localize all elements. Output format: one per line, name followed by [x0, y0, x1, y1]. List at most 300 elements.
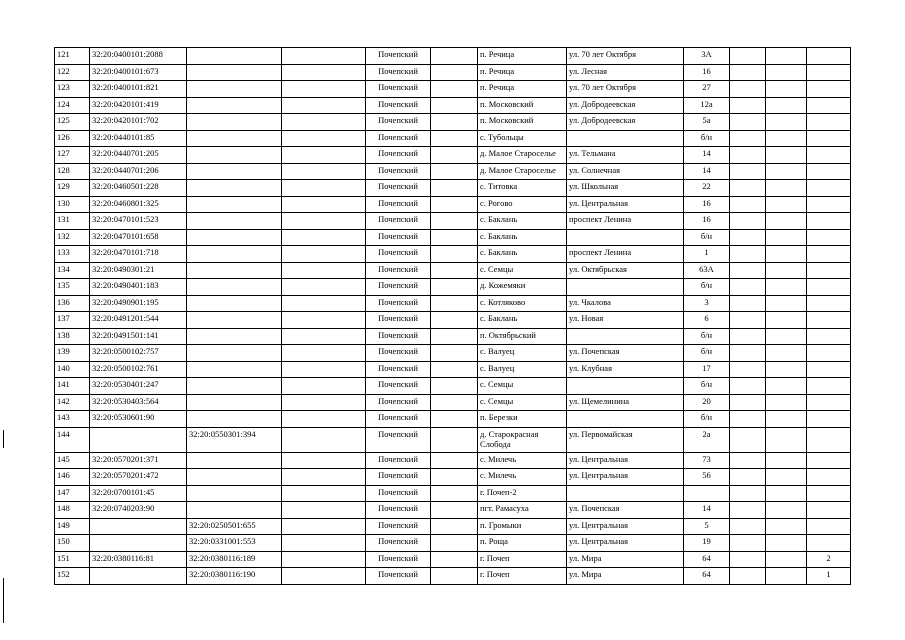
row-number-cell: 132	[55, 229, 90, 246]
empty-cell-cell	[282, 246, 366, 263]
district-cell: Почепский	[366, 48, 431, 65]
settlement-cell: п. Речица	[478, 48, 567, 65]
empty-cell-cell	[766, 147, 807, 164]
empty-cell-cell	[730, 246, 766, 263]
settlement-cell: п. Московский	[478, 114, 567, 131]
row-number-cell: 150	[55, 535, 90, 552]
table-row	[55, 345, 851, 362]
cadastral-number-cell	[90, 535, 187, 552]
cadastral-number-alt-cell	[187, 48, 282, 65]
street-cell: ул. Первомайская	[567, 427, 684, 452]
empty-cell-cell	[431, 345, 478, 362]
row-number-cell: 139	[55, 345, 90, 362]
empty-cell-cell	[431, 427, 478, 452]
empty-cell-cell	[766, 361, 807, 378]
street-cell: ул. Щемелинина	[567, 394, 684, 411]
row-number-cell: 147	[55, 485, 90, 502]
district-cell: Почепский	[366, 485, 431, 502]
empty-cell-cell	[431, 180, 478, 197]
row-number-cell: 137	[55, 312, 90, 329]
empty-cell-cell	[431, 229, 478, 246]
empty-cell-cell	[730, 130, 766, 147]
settlement-cell: г. Почеп	[478, 551, 567, 568]
count-cell: 2	[807, 551, 851, 568]
empty-cell-cell	[730, 312, 766, 329]
house-number-cell: 12а	[684, 97, 730, 114]
cadastral-number-alt-cell	[187, 196, 282, 213]
table-row	[55, 568, 851, 585]
street-cell: ул. Мира	[567, 568, 684, 585]
table-row	[55, 312, 851, 329]
empty-cell-cell	[282, 485, 366, 502]
empty-cell-cell	[431, 81, 478, 98]
empty-cell-cell	[766, 485, 807, 502]
empty-cell-cell	[766, 427, 807, 452]
row-number-cell: 125	[55, 114, 90, 131]
empty-cell-cell	[282, 163, 366, 180]
cadastral-number-alt-cell	[187, 180, 282, 197]
count-cell	[807, 97, 851, 114]
cadastral-number-cell: 32:20:0491501:141	[90, 328, 187, 345]
cadastral-number-alt-cell	[187, 97, 282, 114]
empty-cell-cell	[431, 502, 478, 519]
empty-cell-cell	[431, 213, 478, 230]
district-cell: Почепский	[366, 312, 431, 329]
cadastral-number-alt-cell	[187, 502, 282, 519]
house-number-cell: 5	[684, 518, 730, 535]
row-number-cell: 145	[55, 452, 90, 469]
cadastral-number-alt-cell: 32:20:0550301:394	[187, 427, 282, 452]
table-row	[55, 229, 851, 246]
house-number-cell: 1	[684, 246, 730, 263]
empty-cell-cell	[730, 469, 766, 486]
table-row	[55, 328, 851, 345]
empty-cell-cell	[730, 502, 766, 519]
empty-cell-cell	[730, 229, 766, 246]
settlement-cell: п. Речица	[478, 81, 567, 98]
empty-cell-cell	[730, 147, 766, 164]
table-row	[55, 551, 851, 568]
count-cell	[807, 469, 851, 486]
empty-cell-cell	[282, 279, 366, 296]
cadastral-number-alt-cell	[187, 147, 282, 164]
empty-cell-cell	[431, 295, 478, 312]
street-cell: ул. Центральная	[567, 196, 684, 213]
district-cell: Почепский	[366, 246, 431, 263]
table-row	[55, 295, 851, 312]
empty-cell-cell	[766, 48, 807, 65]
cadastral-number-cell: 32:20:0570201:472	[90, 469, 187, 486]
count-cell	[807, 262, 851, 279]
district-cell: Почепский	[366, 295, 431, 312]
empty-cell-cell	[766, 229, 807, 246]
street-cell: ул. Добродеевская	[567, 114, 684, 131]
empty-cell-cell	[766, 114, 807, 131]
street-cell: ул. Центральная	[567, 469, 684, 486]
count-cell	[807, 518, 851, 535]
empty-cell-cell	[730, 411, 766, 428]
empty-cell-cell	[282, 295, 366, 312]
table-row	[55, 262, 851, 279]
empty-cell-cell	[282, 147, 366, 164]
row-number-cell: 152	[55, 568, 90, 585]
settlement-cell: п. Громыки	[478, 518, 567, 535]
cadastral-number-alt-cell	[187, 81, 282, 98]
row-number-cell: 129	[55, 180, 90, 197]
table-row	[55, 48, 851, 65]
cadastral-number-cell: 32:20:0530403:564	[90, 394, 187, 411]
settlement-cell: с. Баклань	[478, 312, 567, 329]
cadastral-number-cell: 32:20:0400101:821	[90, 81, 187, 98]
district-cell: Почепский	[366, 551, 431, 568]
district-cell: Почепский	[366, 262, 431, 279]
cadastral-number-cell: 32:20:0440101:85	[90, 130, 187, 147]
count-cell	[807, 535, 851, 552]
empty-cell-cell	[766, 295, 807, 312]
count-cell: 1	[807, 568, 851, 585]
row-number-cell: 130	[55, 196, 90, 213]
cadastral-number-alt-cell	[187, 213, 282, 230]
empty-cell-cell	[431, 518, 478, 535]
empty-cell-cell	[431, 147, 478, 164]
row-number-cell: 122	[55, 64, 90, 81]
district-cell: Почепский	[366, 411, 431, 428]
empty-cell-cell	[730, 295, 766, 312]
cadastral-number-alt-cell	[187, 163, 282, 180]
district-cell: Почепский	[366, 345, 431, 362]
empty-cell-cell	[730, 452, 766, 469]
cadastral-number-cell	[90, 427, 187, 452]
house-number-cell: 17	[684, 361, 730, 378]
settlement-cell: д. Малое Староселье	[478, 147, 567, 164]
count-cell	[807, 48, 851, 65]
count-cell	[807, 246, 851, 263]
empty-cell-cell	[282, 81, 366, 98]
row-number-cell: 136	[55, 295, 90, 312]
district-cell: Почепский	[366, 452, 431, 469]
count-cell	[807, 502, 851, 519]
row-number-cell: 141	[55, 378, 90, 395]
cadastral-number-alt-cell	[187, 361, 282, 378]
table-row	[55, 502, 851, 519]
count-cell	[807, 427, 851, 452]
empty-cell-cell	[766, 163, 807, 180]
district-cell: Почепский	[366, 427, 431, 452]
street-cell: ул. Чкалова	[567, 295, 684, 312]
settlement-cell: п. Речица	[478, 64, 567, 81]
house-number-cell: 6	[684, 312, 730, 329]
table-row	[55, 394, 851, 411]
district-cell: Почепский	[366, 394, 431, 411]
settlement-cell: с. Валуец	[478, 345, 567, 362]
district-cell: Почепский	[366, 180, 431, 197]
row-number-cell: 126	[55, 130, 90, 147]
house-number-cell: 2а	[684, 427, 730, 452]
margin-mark	[3, 578, 4, 623]
empty-cell-cell	[730, 213, 766, 230]
empty-cell-cell	[730, 48, 766, 65]
cadastral-number-cell: 32:20:0490301:21	[90, 262, 187, 279]
empty-cell-cell	[282, 180, 366, 197]
empty-cell-cell	[431, 279, 478, 296]
cadastral-number-cell: 32:20:0530601:90	[90, 411, 187, 428]
cadastral-number-alt-cell	[187, 452, 282, 469]
empty-cell-cell	[282, 130, 366, 147]
street-cell	[567, 485, 684, 502]
district-cell: Почепский	[366, 328, 431, 345]
empty-cell-cell	[766, 535, 807, 552]
count-cell	[807, 361, 851, 378]
street-cell: ул. Тельмана	[567, 147, 684, 164]
empty-cell-cell	[730, 163, 766, 180]
district-cell: Почепский	[366, 279, 431, 296]
house-number-cell: 64	[684, 551, 730, 568]
empty-cell-cell	[766, 312, 807, 329]
cadastral-number-cell: 32:20:0440701:206	[90, 163, 187, 180]
street-cell: ул. Добродеевская	[567, 97, 684, 114]
house-number-cell: б/н	[684, 328, 730, 345]
table-row	[55, 452, 851, 469]
street-cell: проспект Ленина	[567, 213, 684, 230]
district-cell: Почепский	[366, 535, 431, 552]
empty-cell-cell	[431, 469, 478, 486]
settlement-cell: п. Роща	[478, 535, 567, 552]
empty-cell-cell	[766, 262, 807, 279]
street-cell: ул. Солнечная	[567, 163, 684, 180]
district-cell: Почепский	[366, 568, 431, 585]
count-cell	[807, 229, 851, 246]
house-number-cell: б/н	[684, 229, 730, 246]
cadastral-number-alt-cell	[187, 114, 282, 131]
row-number-cell: 144	[55, 427, 90, 452]
empty-cell-cell	[282, 535, 366, 552]
settlement-cell: с. Котляково	[478, 295, 567, 312]
house-number-cell: 27	[684, 81, 730, 98]
count-cell	[807, 64, 851, 81]
district-cell: Почепский	[366, 81, 431, 98]
district-cell: Почепский	[366, 163, 431, 180]
empty-cell-cell	[766, 64, 807, 81]
count-cell	[807, 81, 851, 98]
empty-cell-cell	[730, 81, 766, 98]
empty-cell-cell	[431, 114, 478, 131]
cadastral-number-cell: 32:20:0400101:673	[90, 64, 187, 81]
empty-cell-cell	[431, 485, 478, 502]
settlement-cell: п. Московский	[478, 97, 567, 114]
row-number-cell: 151	[55, 551, 90, 568]
cadastral-number-alt-cell	[187, 312, 282, 329]
cadastral-number-alt-cell: 32:20:0250501:655	[187, 518, 282, 535]
cadastral-number-alt-cell	[187, 279, 282, 296]
count-cell	[807, 345, 851, 362]
empty-cell-cell	[766, 279, 807, 296]
house-number-cell: 56	[684, 469, 730, 486]
street-cell: ул. Новая	[567, 312, 684, 329]
cadastral-number-alt-cell	[187, 295, 282, 312]
empty-cell-cell	[730, 328, 766, 345]
empty-cell-cell	[730, 551, 766, 568]
count-cell	[807, 180, 851, 197]
empty-cell-cell	[766, 568, 807, 585]
settlement-cell: г. Почеп	[478, 568, 567, 585]
empty-cell-cell	[730, 114, 766, 131]
row-number-cell: 143	[55, 411, 90, 428]
cadastral-number-cell: 32:20:0440701:205	[90, 147, 187, 164]
house-number-cell: б/н	[684, 411, 730, 428]
cadastral-number-alt-cell	[187, 469, 282, 486]
house-number-cell	[684, 485, 730, 502]
house-number-cell: 14	[684, 163, 730, 180]
table-row	[55, 378, 851, 395]
empty-cell-cell	[730, 180, 766, 197]
empty-cell-cell	[766, 97, 807, 114]
empty-cell-cell	[766, 551, 807, 568]
settlement-cell: с. Титовка	[478, 180, 567, 197]
street-cell	[567, 279, 684, 296]
table-row	[55, 469, 851, 486]
count-cell	[807, 163, 851, 180]
count-cell	[807, 196, 851, 213]
empty-cell-cell	[282, 48, 366, 65]
empty-cell-cell	[282, 378, 366, 395]
table-row	[55, 64, 851, 81]
table-row	[55, 535, 851, 552]
settlement-cell: с. Семцы	[478, 394, 567, 411]
house-number-cell: 5а	[684, 114, 730, 131]
cadastral-number-alt-cell	[187, 130, 282, 147]
empty-cell-cell	[766, 411, 807, 428]
street-cell	[567, 411, 684, 428]
empty-cell-cell	[282, 328, 366, 345]
empty-cell-cell	[766, 469, 807, 486]
count-cell	[807, 295, 851, 312]
settlement-cell: с. Семцы	[478, 262, 567, 279]
count-cell	[807, 411, 851, 428]
table-row	[55, 518, 851, 535]
cadastral-number-alt-cell: 32:20:0331001:553	[187, 535, 282, 552]
empty-cell-cell	[730, 196, 766, 213]
settlement-cell: д. Малое Староселье	[478, 163, 567, 180]
row-number-cell: 135	[55, 279, 90, 296]
empty-cell-cell	[431, 535, 478, 552]
empty-cell-cell	[766, 502, 807, 519]
table-row	[55, 130, 851, 147]
house-number-cell: 73	[684, 452, 730, 469]
district-cell: Почепский	[366, 147, 431, 164]
settlement-cell: с. Милечь	[478, 452, 567, 469]
empty-cell-cell	[431, 551, 478, 568]
cadastral-number-cell: 32:20:0570201:371	[90, 452, 187, 469]
empty-cell-cell	[730, 262, 766, 279]
table-row	[55, 246, 851, 263]
table-row	[55, 411, 851, 428]
empty-cell-cell	[766, 130, 807, 147]
count-cell	[807, 485, 851, 502]
cadastral-number-alt-cell	[187, 262, 282, 279]
cadastral-number-alt-cell: 32:20:0380116:190	[187, 568, 282, 585]
street-cell: ул. Центральная	[567, 518, 684, 535]
district-cell: Почепский	[366, 518, 431, 535]
empty-cell-cell	[431, 378, 478, 395]
table-row	[55, 81, 851, 98]
street-cell: ул. Центральная	[567, 535, 684, 552]
count-cell	[807, 279, 851, 296]
empty-cell-cell	[282, 411, 366, 428]
district-cell: Почепский	[366, 469, 431, 486]
district-cell: Почепский	[366, 502, 431, 519]
street-cell: ул. 70 лет Октября	[567, 81, 684, 98]
count-cell	[807, 394, 851, 411]
house-number-cell: 20	[684, 394, 730, 411]
cadastral-number-cell: 32:20:0400101:2088	[90, 48, 187, 65]
empty-cell-cell	[431, 246, 478, 263]
house-number-cell: 64	[684, 568, 730, 585]
settlement-cell: п. Березки	[478, 411, 567, 428]
empty-cell-cell	[282, 114, 366, 131]
margin-mark	[3, 430, 4, 448]
cadastral-number-cell: 32:20:0380116:81	[90, 551, 187, 568]
house-number-cell: б/н	[684, 279, 730, 296]
settlement-cell: с. Семцы	[478, 378, 567, 395]
empty-cell-cell	[431, 312, 478, 329]
cadastral-number-cell: 32:20:0470101:523	[90, 213, 187, 230]
row-number-cell: 146	[55, 469, 90, 486]
empty-cell-cell	[730, 279, 766, 296]
district-cell: Почепский	[366, 213, 431, 230]
empty-cell-cell	[766, 246, 807, 263]
count-cell	[807, 114, 851, 131]
empty-cell-cell	[282, 502, 366, 519]
empty-cell-cell	[730, 361, 766, 378]
house-number-cell: 14	[684, 502, 730, 519]
empty-cell-cell	[431, 64, 478, 81]
empty-cell-cell	[730, 535, 766, 552]
count-cell	[807, 452, 851, 469]
row-number-cell: 134	[55, 262, 90, 279]
district-cell: Почепский	[366, 361, 431, 378]
settlement-cell: пгт. Рамасуха	[478, 502, 567, 519]
house-number-cell: 16	[684, 213, 730, 230]
cadastral-number-cell: 32:20:0500102:761	[90, 361, 187, 378]
empty-cell-cell	[431, 452, 478, 469]
settlement-cell: с. Баклань	[478, 246, 567, 263]
table-row	[55, 97, 851, 114]
table-row	[55, 279, 851, 296]
empty-cell-cell	[282, 361, 366, 378]
count-cell	[807, 328, 851, 345]
cadastral-number-alt-cell	[187, 345, 282, 362]
district-cell: Почепский	[366, 97, 431, 114]
house-number-cell: 16	[684, 196, 730, 213]
empty-cell-cell	[282, 64, 366, 81]
row-number-cell: 149	[55, 518, 90, 535]
cadastral-number-cell: 32:20:0460501:228	[90, 180, 187, 197]
cadastral-number-alt-cell	[187, 229, 282, 246]
district-cell: Почепский	[366, 196, 431, 213]
empty-cell-cell	[730, 378, 766, 395]
cadastral-number-cell	[90, 518, 187, 535]
count-cell	[807, 213, 851, 230]
empty-cell-cell	[431, 361, 478, 378]
cadastral-number-cell: 32:20:0470101:718	[90, 246, 187, 263]
table-row	[55, 147, 851, 164]
cadastral-number-cell: 32:20:0500102:757	[90, 345, 187, 362]
row-number-cell: 131	[55, 213, 90, 230]
row-number-cell: 140	[55, 361, 90, 378]
row-number-cell: 124	[55, 97, 90, 114]
empty-cell-cell	[766, 378, 807, 395]
empty-cell-cell	[282, 551, 366, 568]
